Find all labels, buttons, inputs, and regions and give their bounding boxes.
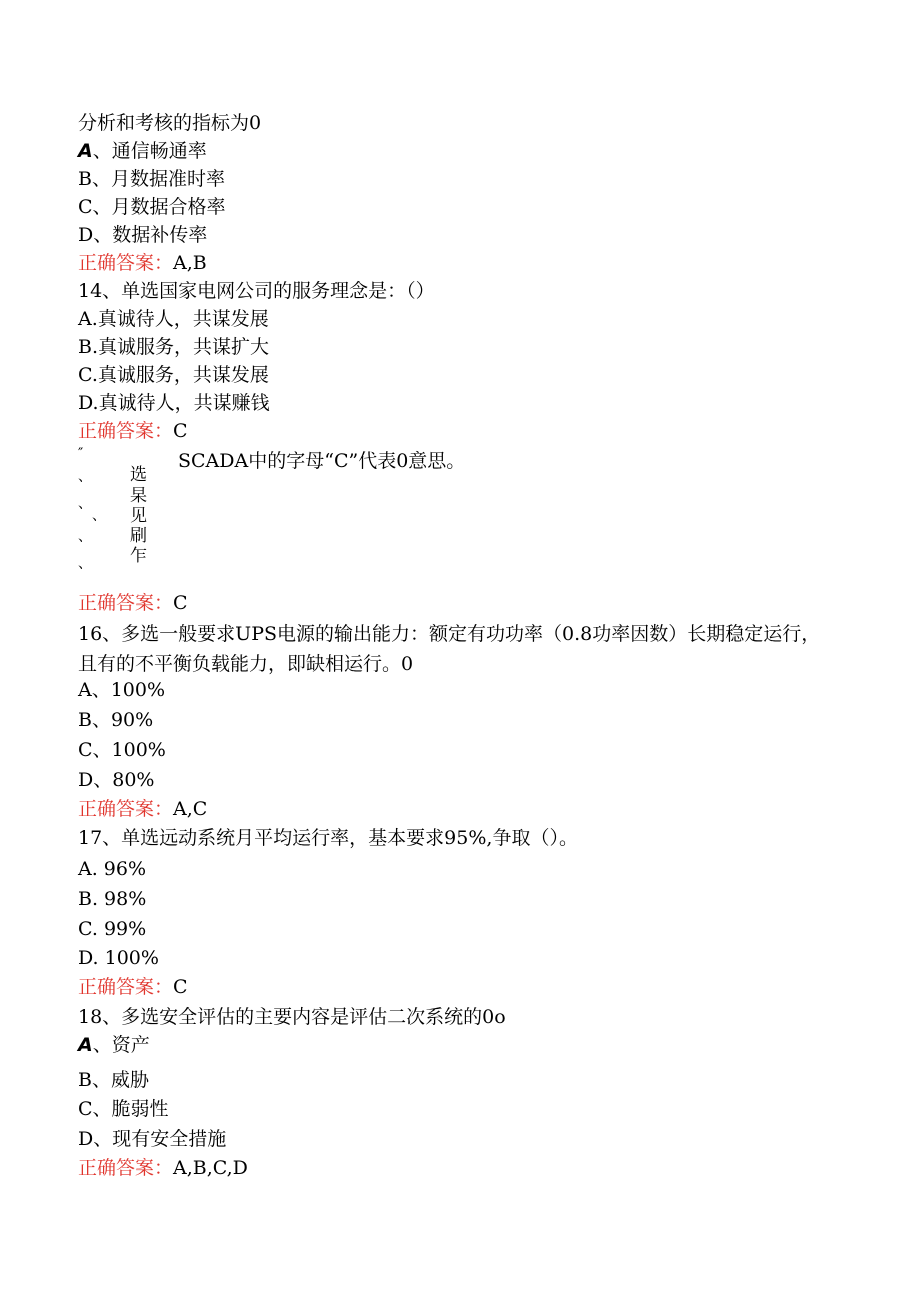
option-text: 、资产 — [92, 1034, 150, 1056]
garbled-mark: 、 — [78, 556, 92, 572]
option-letter: A — [78, 1034, 93, 1056]
answer-value: A,B — [173, 252, 207, 274]
q17-option-d: D. 100% — [78, 947, 159, 969]
q13-stem: 分析和考核的指标为0 — [78, 112, 262, 134]
q16-option-a: A、100% — [78, 679, 166, 701]
q17-option-a: A. 96% — [78, 858, 147, 880]
q17-stem: 17、单选远动系统月平均运行率，基本要求95%,争取（）。 — [78, 827, 578, 849]
q13-option-d: D、数据补传率 — [78, 224, 208, 246]
answer-label: 正确答案： — [78, 976, 174, 998]
q17-option-c: C. 99% — [78, 918, 147, 940]
garbled-mark: 、 — [92, 508, 106, 524]
q18-option-c: C、脆弱性 — [78, 1098, 169, 1120]
q14-option-a: A.真诚待人，共谋发展 — [78, 308, 269, 330]
q18-answer — [78, 1156, 248, 1180]
q14-option-b: B.真诚服务，共谋扩大 — [78, 336, 270, 358]
garbled-char: 见 — [130, 506, 147, 526]
q14-option-d: D.真诚待人，共谋赚钱 — [78, 392, 270, 414]
garbled-mark: ″ — [78, 446, 84, 462]
q18-option-a — [78, 1033, 150, 1057]
option-letter: A — [78, 140, 93, 162]
answer-label: 正确答案： — [78, 798, 174, 820]
answer-label: 正确答案： — [78, 592, 174, 614]
garbled-char: 乍 — [130, 546, 147, 566]
q18-option-b: B、威胁 — [78, 1069, 149, 1091]
q14-stem: 14、单选国家电网公司的服务理念是：（） — [78, 280, 435, 302]
q14-option-c: C.真诚服务，共谋发展 — [78, 364, 269, 386]
answer-label: 正确答案： — [78, 1157, 174, 1179]
q15-answer — [78, 591, 188, 615]
q15-stem: SCADA中的字母“C”代表0意思。 — [178, 450, 466, 472]
answer-label: 正确答案： — [78, 420, 174, 442]
garbled-mark: 、 — [78, 496, 92, 512]
option-text: 、通信畅通率 — [92, 140, 207, 162]
q13-option-b: B、月数据准时率 — [78, 168, 225, 190]
q16-option-c: C、100% — [78, 739, 166, 761]
answer-value: C — [173, 592, 188, 614]
q14-answer — [78, 419, 188, 443]
answer-value: C — [173, 976, 188, 998]
garbled-char: 刷 — [130, 526, 147, 546]
q17-answer — [78, 975, 188, 999]
q16-option-d: D、80% — [78, 769, 155, 791]
q13-option-c: C、月数据合格率 — [78, 196, 226, 218]
q13-answer — [78, 251, 207, 275]
answer-label: 正确答案： — [78, 252, 174, 274]
q17-option-b: B. 98% — [78, 888, 147, 910]
garbled-mark: 、 — [78, 469, 92, 485]
answer-value: A,C — [173, 798, 208, 820]
answer-value: A,B,C,D — [173, 1157, 248, 1179]
q18-option-d: D、现有安全措施 — [78, 1128, 227, 1150]
q18-stem: 18、多选安全评估的主要内容是评估二次系统的0o — [78, 1006, 506, 1028]
garbled-char: 选 — [130, 465, 147, 485]
garbled-mark: 、 — [78, 529, 92, 545]
q16-answer — [78, 797, 207, 821]
answer-value: C — [173, 420, 188, 442]
garbled-char: 杲 — [130, 486, 147, 506]
q16-option-b: B、90% — [78, 709, 154, 731]
q16-stem: 16、多选一般要求UPS电源的输出能力：额定有功功率（0.8功率因数）长期稳定运行，且有的不平衡负载能力，即缺相运行。0 — [78, 623, 821, 675]
q13-option-a — [78, 139, 207, 163]
